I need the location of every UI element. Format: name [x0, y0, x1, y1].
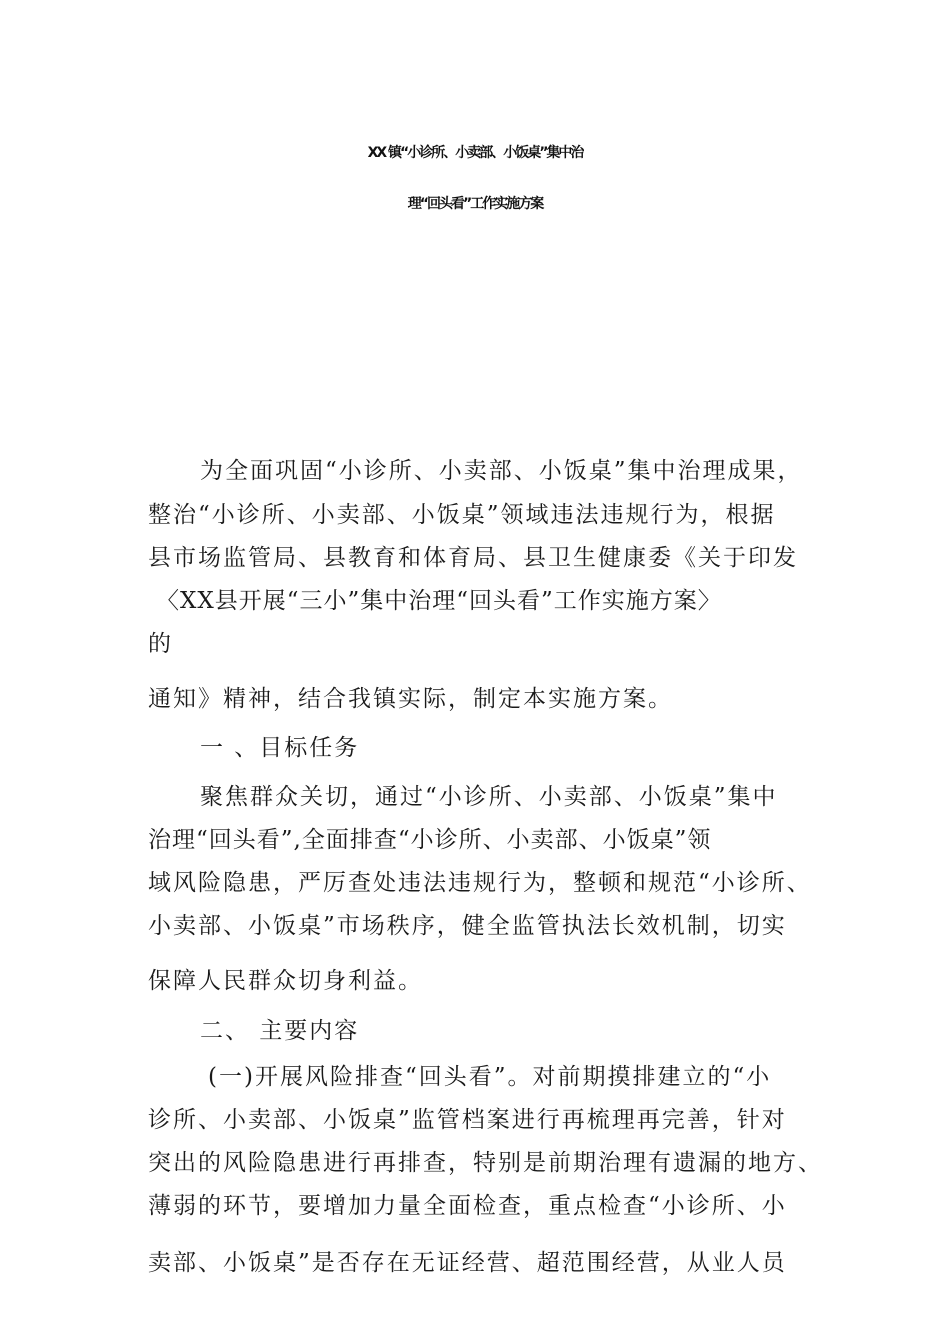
content-paragraph-line: (一)开展风险排查“回头看”。对前期摸排建立的“小 [208, 1064, 772, 1090]
content-paragraph-line: 突出的风险隐患进行再排查，特别是前期治理有遗漏的地方、 [148, 1150, 823, 1176]
goals-paragraph-line: 治理“回头看”,全面排查“小诊所、小卖部、小饭桌”领 [148, 827, 712, 853]
document-title-line-2: 理“回头看”工作实施方案 [407, 196, 543, 212]
goals-paragraph-line: 聚焦群众关切，通过“小诊所、小卖部、小饭桌”集中 [200, 784, 778, 810]
intro-paragraph-line: 为全面巩固“小诊所、小卖部、小饭桌”集中治理成果， [200, 458, 803, 484]
content-paragraph-line: 卖部、小饭桌”是否存在无证经营、超范围经营，从业人员 [148, 1250, 787, 1276]
goals-paragraph-line: 域风险隐患，严厉查处违法违规行为，整顿和规范“小诊所、 [148, 870, 812, 896]
goals-paragraph-line: 保障人民群众切身利益。 [148, 968, 423, 994]
intro-paragraph-line: 的 [148, 631, 174, 657]
document-title-line-1: XX 镇“小诊所、小卖部、小饭桌”集中治 [367, 145, 583, 161]
intro-paragraph-line: 〈XX县开展“三小”集中治理“回头看”工作实施方案〉 [156, 588, 722, 614]
section-heading-main-content: 二、 主要内容 [200, 1018, 360, 1044]
content-paragraph-line: 薄弱的环节，要增加力量全面检查，重点检查“小诊所、小 [148, 1193, 787, 1219]
intro-paragraph-line: 通知》精神，结合我镇实际，制定本实施方案。 [148, 686, 673, 712]
section-heading-goals: 一 、目标任务 [200, 735, 360, 761]
intro-paragraph-line: 整治“小诊所、小卖部、小饭桌”领域违法违规行为，根据 [148, 502, 776, 528]
goals-paragraph-line: 小卖部、小饭桌”市场秩序，健全监管执法长效机制，切实 [148, 913, 787, 939]
intro-paragraph-line: 县市场监管局、县教育和体育局、县卫生健康委《关于印发 [148, 545, 798, 571]
content-paragraph-line: 诊所、小卖部、小饭桌”监管档案进行再梳理再完善，针对 [148, 1107, 787, 1133]
